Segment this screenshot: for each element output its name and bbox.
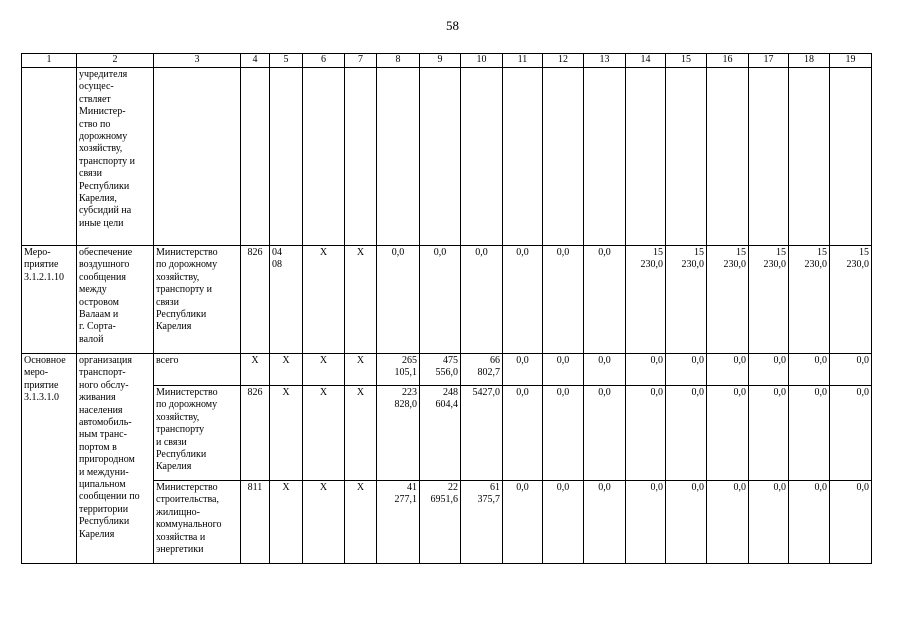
value-cell bbox=[377, 386, 420, 481]
cell-line: воздушного bbox=[79, 259, 130, 271]
column-number: 5 bbox=[270, 54, 303, 68]
cell-line: 277,1 bbox=[394, 494, 417, 506]
value-cell bbox=[377, 481, 420, 564]
cell-line: 15 bbox=[653, 247, 663, 258]
continuation-row bbox=[22, 68, 872, 246]
value-cell bbox=[420, 386, 461, 481]
value-cell: 0,0 bbox=[626, 386, 666, 481]
cell-line: ципальном bbox=[79, 479, 126, 491]
cell-line: Республики bbox=[156, 309, 207, 321]
column-number: 8 bbox=[377, 54, 420, 68]
value-cell: 0,0 bbox=[584, 481, 626, 564]
value-cell: 5427,0 bbox=[461, 386, 503, 481]
column-number: 11 bbox=[503, 54, 543, 68]
cell-line: обеспечение bbox=[79, 247, 133, 258]
cell-line: 22 bbox=[448, 482, 458, 493]
value-cell: 0,0 bbox=[503, 481, 543, 564]
column-number: 13 bbox=[584, 54, 626, 68]
value-cell: X bbox=[303, 246, 345, 354]
value-cell: 0,0 bbox=[503, 246, 543, 354]
column-number: 16 bbox=[707, 54, 749, 68]
purpose-cell bbox=[77, 354, 154, 564]
cell-line: 230,0 bbox=[723, 259, 746, 271]
cell-line: Карелия bbox=[156, 461, 192, 473]
value-cell: X bbox=[303, 386, 345, 481]
column-number: 4 bbox=[241, 54, 270, 68]
cell-line: Республики bbox=[156, 449, 207, 461]
column-number: 6 bbox=[303, 54, 345, 68]
value-cell: 0,0 bbox=[707, 481, 749, 564]
executor-cell bbox=[154, 246, 241, 354]
table-row bbox=[22, 246, 872, 354]
cell-line: ного обслу- bbox=[79, 379, 129, 391]
cell-line: 828,0 bbox=[394, 399, 417, 411]
cell-line: между bbox=[79, 284, 107, 296]
value-cell: 0,0 bbox=[543, 354, 584, 386]
value-cell: 0,0 bbox=[789, 354, 830, 386]
value-cell: 0,0 bbox=[830, 386, 872, 481]
cell-line: энергетики bbox=[156, 544, 204, 556]
cell-line: Министерство bbox=[156, 387, 218, 398]
cell-line: 230,0 bbox=[846, 259, 869, 271]
cell-line: связи bbox=[156, 296, 179, 308]
column-number: 12 bbox=[543, 54, 584, 68]
value-cell: 0,0 bbox=[420, 246, 461, 354]
cell-line: 04 bbox=[272, 247, 282, 258]
cell-line: 223 bbox=[402, 387, 417, 398]
cell-line: Карелия bbox=[79, 528, 115, 540]
cell-line: 15 bbox=[694, 247, 704, 258]
value-cell: X bbox=[303, 481, 345, 564]
cell-line: 08 bbox=[272, 259, 282, 271]
value-cell: X bbox=[345, 246, 377, 354]
value-cell: X bbox=[270, 354, 303, 386]
executor-cell bbox=[154, 68, 241, 246]
value-cell: X bbox=[270, 386, 303, 481]
cell-line: 15 bbox=[776, 247, 786, 258]
value-cell: 0,0 bbox=[749, 386, 789, 481]
cell-line: по дорожному bbox=[156, 399, 218, 411]
cell-line: 66 bbox=[490, 355, 500, 366]
value-cell: 0,0 bbox=[503, 354, 543, 386]
grbs-code: 826 bbox=[241, 246, 270, 354]
value-cell: 0,0 bbox=[584, 354, 626, 386]
cell-line: 556,0 bbox=[435, 367, 458, 379]
budget-table bbox=[21, 53, 872, 564]
cell-line: 15 bbox=[859, 247, 869, 258]
cell-line: Меро- bbox=[24, 247, 51, 258]
cell-line: Министерство bbox=[156, 247, 218, 258]
value-cell bbox=[626, 246, 666, 354]
cell-line: Карелия, bbox=[79, 193, 117, 205]
cell-line: хозяйству, bbox=[79, 143, 123, 155]
cell-line: коммунального bbox=[156, 519, 222, 531]
value-cell bbox=[270, 68, 303, 246]
value-cell: 0,0 bbox=[377, 246, 420, 354]
value-cell bbox=[461, 354, 503, 386]
value-cell: 0,0 bbox=[543, 386, 584, 481]
purpose-cell bbox=[77, 68, 154, 246]
cell-line: меро- bbox=[24, 367, 49, 379]
value-cell bbox=[749, 68, 789, 246]
cell-line: Основное bbox=[24, 355, 66, 366]
executor-cell: всего bbox=[154, 354, 241, 386]
cell-line: дорожному bbox=[79, 131, 128, 143]
value-cell bbox=[377, 354, 420, 386]
cell-line: 3.1.2.1.10 bbox=[24, 271, 64, 283]
value-cell bbox=[420, 68, 461, 246]
value-cell: X bbox=[345, 481, 377, 564]
value-cell bbox=[241, 68, 270, 246]
value-cell: 0,0 bbox=[584, 246, 626, 354]
cell-line: ным транс- bbox=[79, 429, 127, 441]
cell-line: 15 bbox=[817, 247, 827, 258]
cell-line: транспорту bbox=[156, 424, 205, 436]
cell-line: сообщения bbox=[79, 271, 126, 283]
grbs-code: 811 bbox=[241, 481, 270, 564]
value-cell: 0,0 bbox=[830, 481, 872, 564]
value-cell: 0,0 bbox=[707, 386, 749, 481]
value-cell bbox=[503, 68, 543, 246]
column-number: 7 bbox=[345, 54, 377, 68]
cell-line: связи bbox=[79, 168, 102, 180]
cell-line: хозяйству, bbox=[156, 411, 200, 423]
value-cell bbox=[626, 68, 666, 246]
value-cell bbox=[789, 68, 830, 246]
status-cell bbox=[22, 246, 77, 354]
cell-line: 105,1 bbox=[394, 367, 417, 379]
value-cell: X bbox=[345, 354, 377, 386]
cell-line: пригородном bbox=[79, 454, 135, 466]
value-cell bbox=[543, 68, 584, 246]
executor-cell bbox=[154, 386, 241, 481]
cell-line: организация bbox=[79, 355, 132, 366]
grbs-code: 826 bbox=[241, 386, 270, 481]
cell-line: осущес- bbox=[79, 81, 114, 93]
value-cell bbox=[420, 481, 461, 564]
cell-line: учредителя bbox=[79, 69, 128, 80]
cell-line: 230,0 bbox=[804, 259, 827, 271]
cell-line: 802,7 bbox=[477, 367, 500, 379]
column-number: 2 bbox=[77, 54, 154, 68]
column-number: 9 bbox=[420, 54, 461, 68]
value-cell: 0,0 bbox=[666, 354, 707, 386]
column-number: 19 bbox=[830, 54, 872, 68]
value-cell: 0,0 bbox=[543, 481, 584, 564]
cell-line: хозяйству, bbox=[156, 271, 200, 283]
value-cell: X bbox=[345, 386, 377, 481]
status-cell bbox=[22, 354, 77, 564]
column-numbers-row bbox=[22, 54, 872, 68]
cell-line: Республики bbox=[79, 180, 130, 192]
cell-line: хозяйства и bbox=[156, 531, 206, 543]
value-cell: 0,0 bbox=[830, 354, 872, 386]
cell-line: 230,0 bbox=[640, 259, 663, 271]
cell-line: валой bbox=[79, 333, 104, 345]
cell-line: по дорожному bbox=[156, 259, 218, 271]
page-number: 58 bbox=[446, 18, 459, 33]
cell-line: 375,7 bbox=[477, 494, 500, 506]
cell-line: автомобиль- bbox=[79, 417, 132, 429]
cell-line: 230,0 bbox=[681, 259, 704, 271]
column-number: 1 bbox=[22, 54, 77, 68]
cell-line: 604,4 bbox=[435, 399, 458, 411]
value-cell bbox=[749, 246, 789, 354]
executor-cell bbox=[154, 481, 241, 564]
cell-line: 475 bbox=[443, 355, 458, 366]
value-cell bbox=[666, 246, 707, 354]
cell-line: ствляет bbox=[79, 93, 111, 105]
value-cell: 0,0 bbox=[789, 481, 830, 564]
column-number: 14 bbox=[626, 54, 666, 68]
cell-line: 230,0 bbox=[763, 259, 786, 271]
column-number: 17 bbox=[749, 54, 789, 68]
value-cell: 0,0 bbox=[666, 481, 707, 564]
value-cell bbox=[345, 68, 377, 246]
value-cell: X bbox=[303, 354, 345, 386]
cell-line: 248 bbox=[443, 387, 458, 398]
cell-line: 265 bbox=[402, 355, 417, 366]
cell-line: приятие bbox=[24, 259, 59, 271]
column-number: 10 bbox=[461, 54, 503, 68]
section-code bbox=[270, 246, 303, 354]
value-cell bbox=[707, 246, 749, 354]
value-cell bbox=[789, 246, 830, 354]
cell-line: транспорт- bbox=[79, 367, 126, 379]
cell-line: портом в bbox=[79, 441, 117, 453]
value-cell bbox=[830, 246, 872, 354]
value-cell: 0,0 bbox=[749, 354, 789, 386]
column-number: 18 bbox=[789, 54, 830, 68]
cell-line: 6951,6 bbox=[430, 494, 458, 506]
value-cell: 0,0 bbox=[543, 246, 584, 354]
cell-line: г. Сорта- bbox=[79, 321, 116, 333]
value-cell: 0,0 bbox=[707, 354, 749, 386]
value-cell bbox=[461, 481, 503, 564]
table-row bbox=[22, 354, 872, 386]
cell-line: Министер- bbox=[79, 106, 126, 118]
value-cell bbox=[303, 68, 345, 246]
cell-line: территории bbox=[79, 503, 129, 515]
cell-line: 41 bbox=[407, 482, 417, 493]
cell-line: субсидий на bbox=[79, 205, 132, 217]
value-cell: 0,0 bbox=[789, 386, 830, 481]
value-cell bbox=[830, 68, 872, 246]
cell-line: Министерство bbox=[156, 482, 218, 493]
cell-line: 61 bbox=[490, 482, 500, 493]
cell-line: транспорту и bbox=[156, 284, 213, 296]
status-cell bbox=[22, 68, 77, 246]
value-cell bbox=[461, 68, 503, 246]
value-cell: 0,0 bbox=[749, 481, 789, 564]
value-cell: X bbox=[270, 481, 303, 564]
value-cell: 0,0 bbox=[626, 354, 666, 386]
value-cell: 0,0 bbox=[461, 246, 503, 354]
cell-line: Валаам и bbox=[79, 309, 119, 321]
cell-line: строительства, bbox=[156, 494, 219, 506]
cell-line: ство по bbox=[79, 118, 111, 130]
column-number: 3 bbox=[154, 54, 241, 68]
cell-line: островом bbox=[79, 296, 119, 308]
cell-line: и междуни- bbox=[79, 466, 129, 478]
value-cell bbox=[420, 354, 461, 386]
value-cell: 0,0 bbox=[626, 481, 666, 564]
value-cell bbox=[707, 68, 749, 246]
cell-line: и связи bbox=[156, 436, 187, 448]
cell-line: Республики bbox=[79, 516, 130, 528]
cell-line: 15 bbox=[736, 247, 746, 258]
value-cell bbox=[666, 68, 707, 246]
cell-line: Карелия bbox=[156, 321, 192, 333]
cell-line: иные цели bbox=[79, 217, 124, 229]
cell-line: жилищно- bbox=[156, 506, 200, 518]
value-cell bbox=[377, 68, 420, 246]
cell-line: населения bbox=[79, 404, 123, 416]
value-cell: 0,0 bbox=[666, 386, 707, 481]
value-cell: 0,0 bbox=[584, 386, 626, 481]
value-cell bbox=[584, 68, 626, 246]
cell-line: живания bbox=[79, 392, 116, 404]
value-cell: 0,0 bbox=[503, 386, 543, 481]
column-number: 15 bbox=[666, 54, 707, 68]
cell-line: транспорту и bbox=[79, 155, 136, 167]
value-cell: X bbox=[241, 354, 270, 386]
cell-line: приятие bbox=[24, 379, 59, 391]
cell-line: сообщении по bbox=[79, 491, 140, 503]
cell-line: 3.1.3.1.0 bbox=[24, 392, 59, 404]
purpose-cell bbox=[77, 246, 154, 354]
